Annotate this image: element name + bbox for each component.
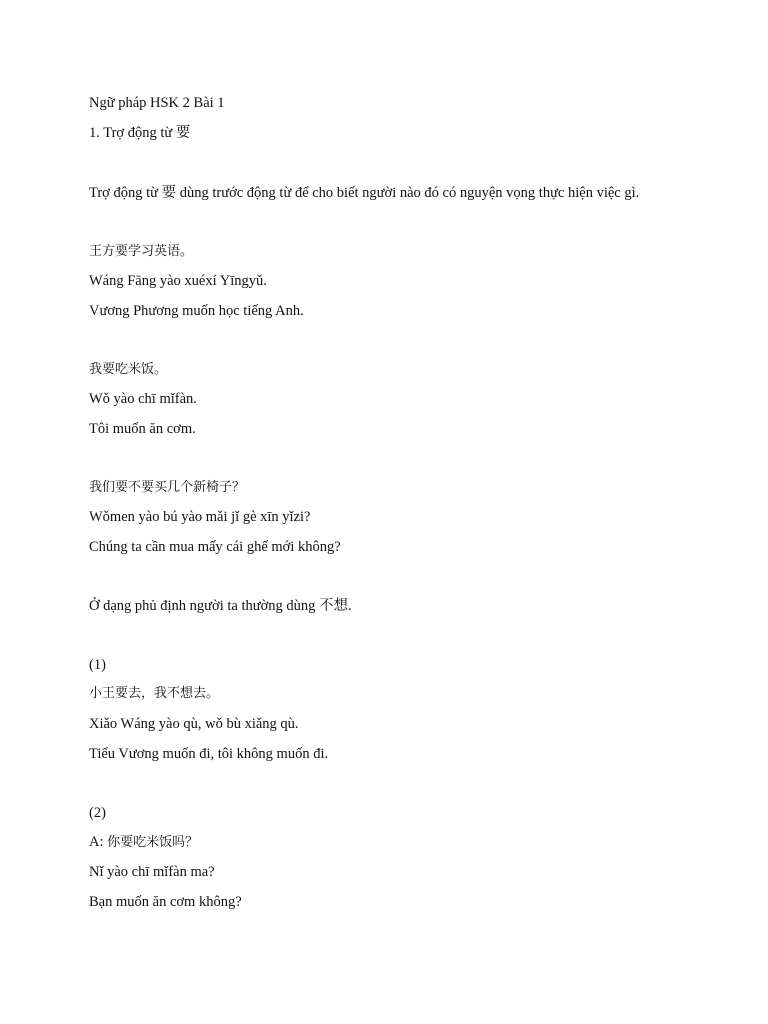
example-translation: Tôi muốn ăn cơm. <box>89 421 196 437</box>
intro-paragraph: Trợ động từ 要 dùng trước động từ để cho biết người nào đó có nguyện vọng thực hiện việc gì. <box>89 185 640 201</box>
negation-note: Ở dạng phủ định người ta thường dùng 不想. <box>89 598 352 614</box>
speaker-label: A: <box>89 834 104 850</box>
example-number: (2) <box>89 805 106 821</box>
dialogue-line <box>89 833 198 852</box>
example-translation: Bạn muốn ăn cơm không? <box>89 894 242 910</box>
example-translation: Tiểu Vương muốn đi, tôi không muốn đi. <box>89 746 329 762</box>
example-translation: Chúng ta cần mua mấy cái ghế mới không? <box>89 539 341 555</box>
example-pinyin: Xiǎo Wáng yào qù, wǒ bù xiǎng qù. <box>89 716 299 732</box>
example-hanzi: 我要吃米饭。 <box>89 362 168 377</box>
example-hanzi: 小王要去，我不想去。 <box>89 686 220 701</box>
example-hanzi: 我们要不要买几个新椅子？ <box>89 480 246 495</box>
example-hanzi: 你要吃米饭吗？ <box>107 835 199 850</box>
example-number: (1) <box>89 657 106 673</box>
example-pinyin: Wáng Fāng yào xuéxí Yīngyǔ. <box>89 273 267 289</box>
example-pinyin: Nǐ yào chī mǐfàn ma? <box>89 864 215 880</box>
example-pinyin: Wǒmen yào bú yào mǎi jǐ gè xīn yǐzi? <box>89 509 311 525</box>
example-pinyin: Wǒ yào chī mǐfàn. <box>89 391 197 407</box>
section-heading: 1. Trợ động từ 要 <box>89 125 191 141</box>
example-translation: Vương Phương muốn học tiếng Anh. <box>89 303 304 319</box>
example-hanzi: 王方要学习英语。 <box>89 244 194 259</box>
document-title: Ngữ pháp HSK 2 Bài 1 <box>89 95 225 111</box>
